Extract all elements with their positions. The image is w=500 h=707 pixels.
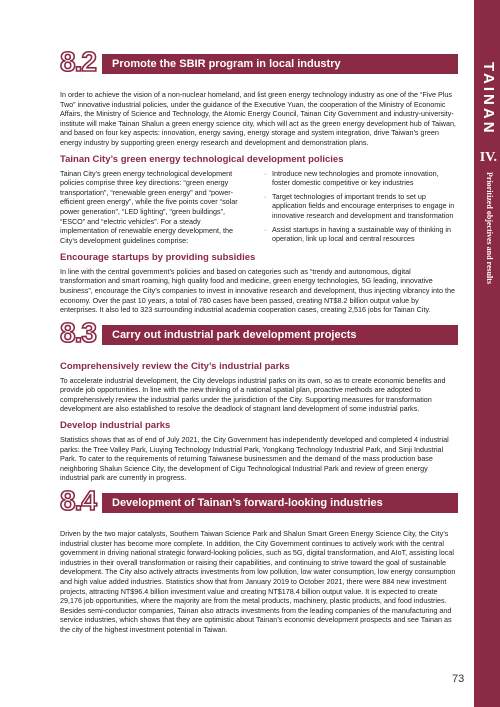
bullet-icon: · [264,224,267,234]
page-number: 73 [452,673,465,685]
paragraph: To accelerate industrial development, the City develops industrial parks on its own, so as to create economic benefits and provide job opportunities. In line with the new thinking of a national spatial plan, proactive methods are adopted to comprehensively review the industrial parks under the jurisdiction of the City. Supporting measures for transformation development are also established to resolve the deadlock of stagnant land development of some industrial parks. [60,375,446,414]
section-number: 8.4 [60,485,96,517]
section-number: 8.3 [60,316,96,348]
main-content [60,46,458,641]
section-intro: In order to achieve the vision of a non-nuclear homeland, and list green energy technology industry as one of the “Five Plus Two” innovative industrial policies, under the guidance of the Executive Yuan, the cooperation of the Ministry of Economic Affairs, the Ministry of Science and Technology, the Atomic Energy Council, Tainan City Government and industry-university-institute will make Tainan Shalun a green energy science city, which will act as the green energy development hub of Taiwan, and based on four key aspects: innovation, energy saving, energy storage and system integration, drive Taiwan’s green energy industry by supporting green energy research and development and demonstration plans. [60,90,456,147]
two-column-block [60,169,458,248]
list-item [264,169,458,188]
subheading: Comprehensively review the City’s industrial parks [60,360,290,372]
sidebar-subtitle: Prioritized objectives and results [485,172,494,285]
section-number: 8.2 [60,46,96,77]
section-8-2-header [60,46,458,80]
guideline-list [264,169,458,248]
list-item [264,192,458,221]
chapter-sidebar [474,0,500,707]
list-item-text: Introduce new technologies and promote innovation, foster domestic competitive or key industries [272,168,439,188]
section-title: Promote the SBIR program in local industry [102,54,458,74]
bullet-icon: · [264,168,267,178]
subheading: Tainan City’s green energy technological development policies [60,153,344,165]
bullet-icon: · [264,191,267,201]
policy-paragraph: Tainan City’s green energy technological development policies comprise three key directions: “green energy transportation”, “renewable green energy” and “power-efficient green energy”, while the five points cover “solar power generation”, “LED lighting”, “green buildings”, “ESCO” and “electric vehicles”. For a steady implementation of renewable energy development, the City’s development guidelines comprise: [60,168,238,245]
paragraph: Statistics shows that as of end of July 2021, the City Government has independently developed and completed 4 industrial parks: the Tree Valley Park, Liuying Technology Industrial Park, Yongkang Technology Industrial Park, and Sinji Industrial Park. To cater to the requirements of returning Taiwanese businessmen and the demand of the mass production base neighboring Shalun Science City, the development of Cigu Technological Industrial Park and review of green energy industrial park are currently in progress. [60,435,449,483]
list-item [264,225,458,244]
section-8-3-header [60,316,458,351]
list-item-text: Target technologies of important trends to set up application fields and encourage enterprises to engage in innovative research and development and transformation [272,191,455,220]
paragraph: In line with the central government’s policies and based on categories such as “trendy and autonomous, digital transformation and smart roaming, high quality food and medicine, green energy technologies, 5G leading, innovative business”, encourage the City’s companies to invest in innovative research and development, thus injecting vibrancy into the economy. Over the past 10 years, a total of 780 cases have been passed, creating NT$8.2 billion output value by enterprises. It also led to 323 surrounding industrial academia cooperation cases, creating 2,516 jobs for Tainan City. [60,266,456,315]
section-8-4-header [60,485,458,519]
section-title: Development of Tainan’s forward-looking industries [102,493,458,513]
sidebar-chapter: IV. [479,150,497,165]
subheading: Develop industrial parks [60,420,171,432]
sidebar-title: TAINAN [480,62,497,136]
paragraph: Driven by the two major catalysts, Southern Taiwan Science Park and Shalun Smart Green Energy Science City, the City’s industrial cluster has become more complete. In addition, the City Government continues to actively work with the central government in driving national strategic forward-looking policies, such as 5G, digital transformation, and AIoT, assisting local industries in their overall transformation or raising their capabilities, and continuing to strive toward the goal of sustainable development. The City also actively attracts investments from low pollution, low water consumption, low energy consumption and high value added industries. Statistics show that from January 2019 to October 2021, there were 884 new investment projects, attracting NT$96.4 billion investment value and creating NT$178.4 billion output value. It is expected to create 29,176 job opportunities, where the majority are from the metal products, machinery, plastic products, and food industries. Besides semi-conductor companies, Tainan also attracts investments from the leading companies of the manufacturing and service industries, which shows that they are optimistic about Tainan’s economic development prospects and see Tainan as the city of the highest investment potential in Taiwan. [60,529,456,634]
list-item-text: Assist startups in having a sustainable way of thinking in operation, link up local and central resources [272,224,451,244]
subheading: Encourage startups by providing subsidies [60,251,256,263]
section-title: Carry out industrial park development projects [102,325,458,345]
